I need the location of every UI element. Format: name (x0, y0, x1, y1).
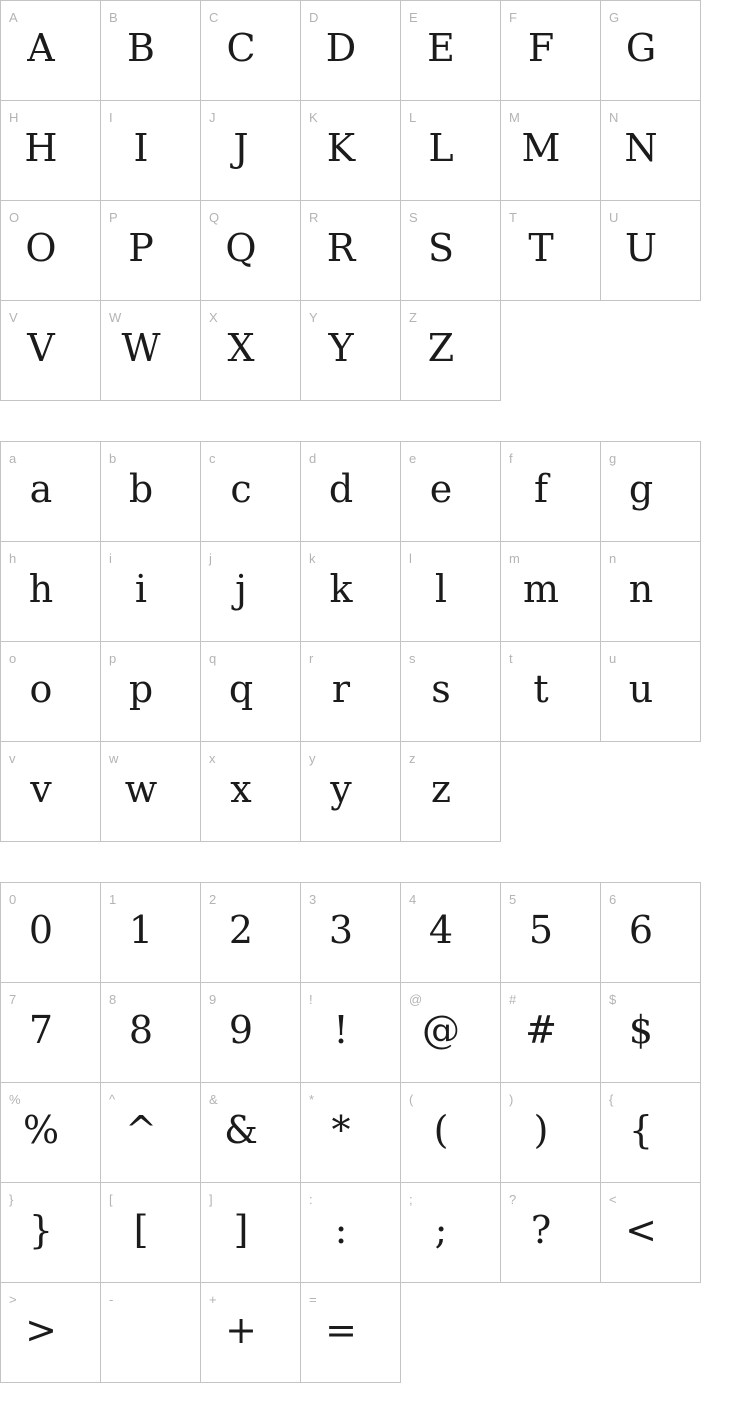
glyph: L (428, 126, 454, 170)
glyph-cell-label: s (409, 651, 416, 666)
glyph-cell-label: j (209, 551, 212, 566)
glyph: j (235, 567, 247, 611)
glyph: u (628, 667, 654, 711)
glyph-cell-label: A (9, 10, 18, 25)
glyph-cell (101, 1283, 201, 1383)
glyph-cell (101, 742, 201, 842)
glyph: p (128, 667, 154, 711)
glyph: 0 (28, 908, 54, 952)
glyph-cell (501, 542, 601, 642)
glyph-cell-label: 8 (109, 992, 117, 1007)
glyph: 5 (528, 908, 554, 952)
glyph-cell-label: < (609, 1192, 617, 1207)
glyph: [ (133, 1208, 149, 1252)
glyph: C (226, 26, 256, 70)
glyph-cell (201, 542, 301, 642)
glyph-cell (101, 542, 201, 642)
glyph: P (128, 226, 154, 270)
glyph-cell-label: & (209, 1092, 218, 1107)
glyph-cell-label: b (109, 451, 117, 466)
glyph: t (533, 667, 549, 711)
glyph: # (525, 1008, 557, 1052)
glyph-cell (301, 1283, 401, 1383)
glyph: & (224, 1108, 258, 1152)
glyph: m (522, 567, 560, 611)
glyph-cell-label: 9 (209, 992, 217, 1007)
glyph-cell (401, 883, 501, 983)
glyph-cell (201, 1283, 301, 1383)
glyph-cell-label: a (9, 451, 17, 466)
glyph-cell (1, 1183, 101, 1283)
glyph: x (230, 767, 252, 811)
glyph: ? (530, 1208, 552, 1252)
glyph-cell (401, 642, 501, 742)
glyph: W (121, 326, 161, 370)
glyph-cell-label: ) (509, 1092, 514, 1107)
glyph-cell (401, 742, 501, 842)
glyph-cell-label: 5 (509, 892, 517, 907)
glyph-cell-label: I (109, 110, 113, 125)
glyph-cell-label: Y (309, 310, 318, 325)
glyph-cell (201, 642, 301, 742)
glyph: G (625, 26, 657, 70)
glyph-cell-label: Z (409, 310, 417, 325)
glyph: + (225, 1308, 257, 1352)
glyph-cell (201, 301, 301, 401)
glyph-cell (501, 201, 601, 301)
glyph-cell (601, 442, 701, 542)
glyph-cell-label: r (309, 651, 314, 666)
glyph: M (521, 126, 561, 170)
glyph: a (29, 467, 53, 511)
glyph: d (328, 467, 354, 511)
glyph-row (1, 301, 701, 401)
glyph-cell (201, 1183, 301, 1283)
glyph-cell (101, 101, 201, 201)
glyph-cell (1, 442, 101, 542)
glyph: Q (225, 226, 257, 270)
glyph: < (625, 1208, 657, 1252)
glyph: D (325, 26, 357, 70)
glyph-cell-label: i (109, 551, 112, 566)
glyph-cell (301, 101, 401, 201)
glyph-cell-label: y (309, 751, 316, 766)
glyph-cell (601, 883, 701, 983)
glyph-cell-label: B (109, 10, 118, 25)
glyph-cell (101, 883, 201, 983)
glyph: w (124, 767, 158, 811)
glyph: y (330, 767, 352, 811)
glyph-table-digits-and-symbols (0, 882, 701, 1383)
glyph: ) (533, 1108, 549, 1152)
glyph-cell (101, 1183, 201, 1283)
glyph-cell (1, 542, 101, 642)
glyph-cell-label: * (309, 1092, 315, 1107)
glyph: 1 (128, 908, 154, 952)
glyph-cell-label: 1 (109, 892, 117, 907)
glyph-cell (401, 1083, 501, 1183)
glyph: F (527, 26, 555, 70)
glyph-cell-label: U (609, 210, 619, 225)
glyph: 8 (128, 1008, 154, 1052)
glyph-cell-label: ( (409, 1092, 414, 1107)
glyph-cell-label: S (409, 210, 418, 225)
glyph-cell-label: ] (209, 1192, 213, 1207)
glyph: 7 (28, 1008, 54, 1052)
glyph-cell-label: V (9, 310, 18, 325)
glyph: c (230, 467, 252, 511)
glyph-cell (501, 1183, 601, 1283)
glyph: v (30, 767, 52, 811)
glyph-cell (401, 1, 501, 101)
glyph: ; (434, 1208, 448, 1252)
glyph: q (228, 667, 254, 711)
glyph-cell (1, 1283, 101, 1383)
glyph-cell-label: X (209, 310, 218, 325)
glyph-row (1, 983, 701, 1083)
glyph-cell-label: $ (609, 992, 617, 1007)
glyph: e (429, 467, 453, 511)
glyph: h (28, 567, 54, 611)
glyph-cell-label: = (309, 1292, 317, 1307)
glyph-cell-label: ^ (109, 1092, 116, 1107)
glyph: k (329, 567, 353, 611)
glyph-cell (301, 1183, 401, 1283)
glyph-cell-label: K (309, 110, 318, 125)
glyph: : (334, 1208, 348, 1252)
glyph-cell (1, 201, 101, 301)
glyph: f (533, 467, 549, 511)
glyph-cell (1, 983, 101, 1083)
glyph-cell-label: R (309, 210, 319, 225)
glyph: N (624, 126, 658, 170)
glyph-cell (501, 1, 601, 101)
glyph-cell (201, 742, 301, 842)
glyph: o (29, 667, 53, 711)
glyph: n (628, 567, 654, 611)
glyph-cell (1, 1083, 101, 1183)
glyph-cell (201, 983, 301, 1083)
glyph-cell (201, 1083, 301, 1183)
glyph-cell-label: m (509, 551, 520, 566)
glyph: Z (427, 326, 455, 370)
glyph-row (1, 1, 701, 101)
glyph-cell-label: ! (309, 992, 313, 1007)
glyph-cell-label: E (409, 10, 418, 25)
glyph-row (1, 742, 701, 842)
glyph-cell-label: g (609, 451, 617, 466)
glyph-cell-label: 3 (309, 892, 317, 907)
glyph: 6 (628, 908, 654, 952)
glyph-cell (401, 1183, 501, 1283)
glyph-cell (201, 1, 301, 101)
glyph-cell-label: 6 (609, 892, 617, 907)
glyph: ( (433, 1108, 449, 1152)
glyph: V (27, 326, 55, 370)
glyph-row (1, 1083, 701, 1183)
glyph-cell (301, 442, 401, 542)
glyph-cell-label: l (409, 551, 412, 566)
glyph-cell-label: + (209, 1292, 217, 1307)
glyph: > (25, 1308, 57, 1352)
glyph: s (431, 667, 451, 711)
glyph-cell (201, 883, 301, 983)
glyph-cell-label: P (109, 210, 118, 225)
glyph-cell (501, 1083, 601, 1183)
glyph-cell-label: e (409, 451, 417, 466)
glyph-cell-label: c (209, 451, 216, 466)
glyph-row (1, 442, 701, 542)
glyph: % (22, 1108, 60, 1152)
glyph-cell (401, 101, 501, 201)
glyph: ] (233, 1208, 249, 1252)
glyph: 2 (228, 908, 254, 952)
glyph-cell-label: C (209, 10, 219, 25)
glyph-cell-label: ? (509, 1192, 517, 1207)
glyph-cell-label: { (609, 1092, 614, 1107)
glyph-cell-label: ; (409, 1192, 413, 1207)
glyph-cell (101, 983, 201, 1083)
glyph: T (528, 226, 554, 270)
glyph-cell-label: G (609, 10, 620, 25)
glyph-cell-label: [ (109, 1192, 113, 1207)
glyph: 9 (228, 1008, 254, 1052)
glyph: O (25, 226, 57, 270)
glyph: ! (333, 1008, 349, 1052)
glyph-cell (1, 1, 101, 101)
glyph-cell (601, 542, 701, 642)
glyph-cell (501, 642, 601, 742)
glyph-cell (301, 1, 401, 101)
glyph-row (1, 642, 701, 742)
glyph-table-lowercase (0, 441, 701, 842)
glyph: Y (328, 326, 354, 370)
glyph-cell (101, 201, 201, 301)
glyph-cell (501, 983, 601, 1083)
glyph-row (1, 101, 701, 201)
glyph-cell-label: x (209, 751, 216, 766)
glyph-cell (601, 201, 701, 301)
glyph-row (1, 542, 701, 642)
glyph-cell (301, 983, 401, 1083)
glyph: $ (628, 1008, 654, 1052)
glyph-cell-label: J (209, 110, 216, 125)
glyph-cell-label: N (609, 110, 619, 125)
glyph-cell-label: t (509, 651, 513, 666)
glyph-cell (101, 1083, 201, 1183)
glyph-cell-label: T (509, 210, 517, 225)
glyph-cell-label: h (9, 551, 17, 566)
glyph-cell (1, 742, 101, 842)
glyph: r (331, 667, 351, 711)
glyph-cell-label: - (109, 1292, 114, 1307)
glyph-cell (301, 642, 401, 742)
glyph-cell-label: # (509, 992, 517, 1007)
glyph-cell (301, 742, 401, 842)
glyph-cell (1, 101, 101, 201)
glyph: ^ (125, 1108, 157, 1152)
glyph-row (1, 1283, 701, 1383)
glyph-cell-label: W (109, 310, 122, 325)
glyph-cell (301, 201, 401, 301)
glyph-cell (601, 1083, 701, 1183)
glyph: E (427, 26, 455, 70)
glyph-cell (401, 442, 501, 542)
glyph-cell-label: @ (409, 992, 423, 1007)
glyph: J (233, 126, 249, 170)
glyph-cell (401, 542, 501, 642)
glyph-cell-label: v (9, 751, 16, 766)
glyph-table-uppercase (0, 0, 701, 401)
glyph-cell (101, 1, 201, 101)
glyph-cell-label: n (609, 551, 617, 566)
glyph-cell (301, 542, 401, 642)
glyph-cell-label: p (109, 651, 117, 666)
glyph: i (134, 567, 148, 611)
glyph: K (326, 126, 356, 170)
glyph: @ (422, 1008, 460, 1052)
glyph-cell (601, 983, 701, 1083)
glyph-cell (501, 101, 601, 201)
glyph-cell (401, 301, 501, 401)
glyph-cell (101, 642, 201, 742)
glyph-cell-label: u (609, 651, 617, 666)
glyph-cell-label: k (309, 551, 316, 566)
glyph: A (27, 26, 55, 70)
glyph-cell-label: f (509, 451, 513, 466)
glyph-cell (301, 1083, 401, 1183)
glyph-row (1, 883, 701, 983)
glyph-cell-label: : (309, 1192, 313, 1207)
glyph: B (127, 26, 155, 70)
glyph-cell-label: 0 (9, 892, 17, 907)
glyph-cell-label: M (509, 110, 520, 125)
glyph-cell (501, 442, 601, 542)
glyph-cell-label: L (409, 110, 417, 125)
glyph: R (326, 226, 356, 270)
glyph-cell (1, 883, 101, 983)
glyph-cell-label: z (409, 751, 416, 766)
glyph-cell (401, 201, 501, 301)
glyph: g (628, 467, 654, 511)
glyph-cell-label: w (109, 751, 119, 766)
glyph-cell (101, 301, 201, 401)
glyph-cell (501, 883, 601, 983)
glyph-cell-label: % (9, 1092, 21, 1107)
glyph-cell-label: Q (209, 210, 220, 225)
glyph: H (24, 126, 58, 170)
glyph-cell (201, 442, 301, 542)
glyph-row (1, 201, 701, 301)
glyph-cell (601, 1183, 701, 1283)
glyph: b (128, 467, 154, 511)
glyph-cell-label: 7 (9, 992, 17, 1007)
glyph: * (331, 1108, 351, 1152)
glyph: X (227, 326, 255, 370)
glyph-cell (201, 201, 301, 301)
glyph: I (133, 126, 149, 170)
glyph: l (434, 567, 448, 611)
glyph: 4 (428, 908, 454, 952)
glyph-cell-label: D (309, 10, 319, 25)
glyph-cell (601, 642, 701, 742)
glyph-cell (301, 883, 401, 983)
glyph-cell-label: F (509, 10, 517, 25)
glyph-cell (601, 101, 701, 201)
glyph-cell (601, 1, 701, 101)
glyph-cell-label: q (209, 651, 217, 666)
glyph: U (624, 226, 658, 270)
glyph: 3 (328, 908, 354, 952)
glyph-cell (1, 642, 101, 742)
glyph-cell-label: o (9, 651, 17, 666)
glyph-cell-label: d (309, 451, 317, 466)
glyph-cell (401, 983, 501, 1083)
glyph-cell-label: 2 (209, 892, 217, 907)
glyph: z (430, 767, 452, 811)
glyph-cell-label: > (9, 1292, 17, 1307)
glyph: S (427, 226, 455, 270)
glyph-cell-label: 4 (409, 892, 417, 907)
glyph-cell (101, 442, 201, 542)
glyph: { (628, 1108, 654, 1152)
glyph-cell-label: O (9, 210, 20, 225)
glyph-row (1, 1183, 701, 1283)
glyph-cell-label: H (9, 110, 19, 125)
glyph: = (325, 1308, 357, 1352)
glyph-cell (1, 301, 101, 401)
glyph-cell (201, 101, 301, 201)
glyph-cell-label: } (9, 1192, 14, 1207)
glyph-cell (301, 301, 401, 401)
glyph: } (28, 1208, 54, 1252)
